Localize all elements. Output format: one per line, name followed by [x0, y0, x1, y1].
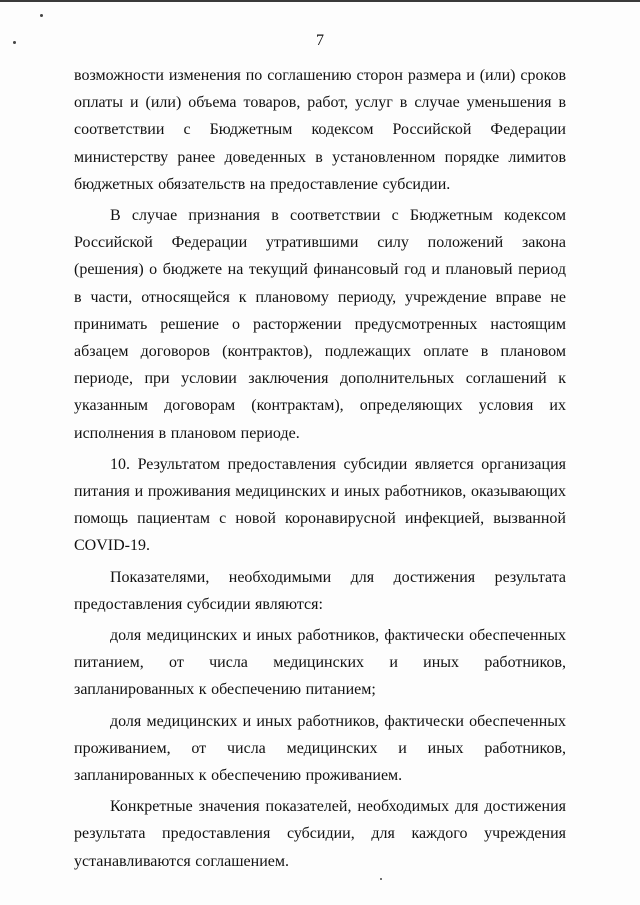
paragraph-specific-values: Конкретные значения показателей, необходимых для достижения результата предоставления субсидии, для каждого учреждения устанавливаются соглашением.: [74, 798, 566, 870]
scan-speck: [380, 878, 382, 880]
paragraph-indicators: Показателями, необходимыми для достижения результата предоставления субсидии являются:: [74, 568, 566, 613]
page-number: 7: [316, 32, 324, 49]
paragraph-budget-law: В случае признания в соответствии с Бюджетным кодексом Российской Федерации утратившими силу положений закона (решения) о бюджете на текущий финансовый год и плановый период в части, относящейся к плановому периоду, учреждение вправе не принимать решение о расторжении предусмотренных настоящим абзацем договоров (контрактов), подлежащих оплате в плановом периоде, при условии заключения дополнительных соглашений к указанным договорам (контрактам), определяющих условия их исполнения в плановом периоде.: [74, 207, 566, 442]
paragraph-indicator-food: доля медицинских и иных работников, фактически обеспеченных питанием, от числа медицинских и иных работников, запланированных к обеспечению питанием;: [74, 627, 566, 699]
paragraph-indicator-housing: доля медицинских и иных работников, фактически обеспеченных проживанием, от числа медицинских и иных работников, запланированных к обеспечению проживанием.: [74, 712, 566, 785]
paragraph-result: 10. Результатом предоставления субсидии является организация питания и проживания медицинских и иных работников, оказывающих помощь пациентам с новой коронавирусной инфекцией, вызванной COVID-19.: [74, 455, 566, 555]
scan-top-border: [0, 0, 640, 2]
scan-speck: [40, 14, 43, 17]
document-body: [74, 62, 566, 875]
paragraph-continuation: возможности изменения по соглашению сторон размера и (или) сроков оплаты и (или) объема товаров, работ, услуг в случае уменьшения в соответствии с Бюджетным кодексом Российской Федерации министерству ранее доведенных в установленном порядке лимитов бюджетных обязательств на предоставление субсидии.: [74, 67, 566, 193]
